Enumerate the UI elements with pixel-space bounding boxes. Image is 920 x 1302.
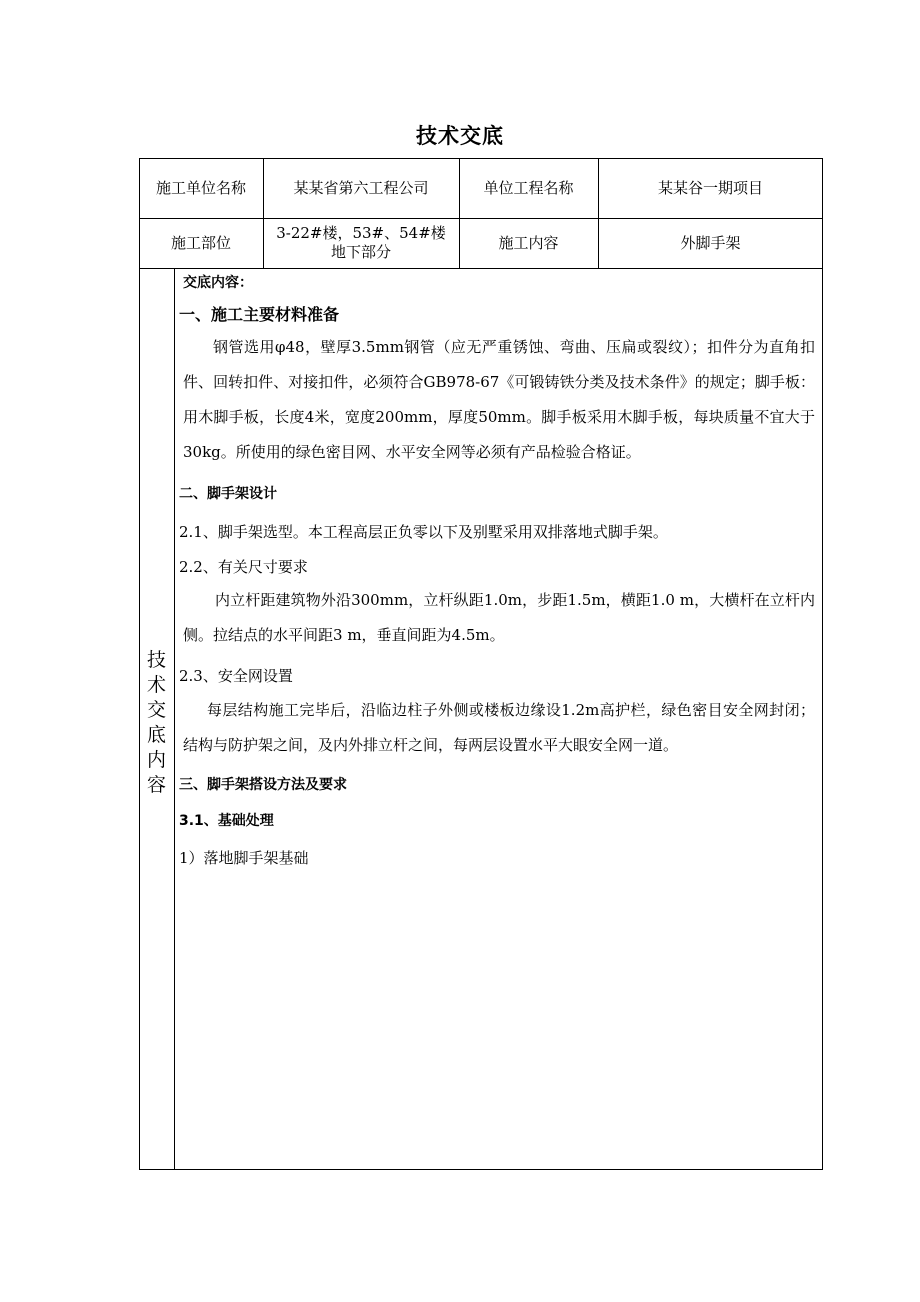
section-1-title: 一、施工主要材料准备 <box>179 305 340 324</box>
work-content-value: 外脚手架 <box>680 233 741 252</box>
section-1-body: 钢管选用φ48，壁厚3.5mm钢管（应无严重锈蚀、弯曲、压扁或裂纹）；扣件分为直角扣件、回转扣件、对接扣件，必须符合GB978-67《可锻铸铁分类及技术条件》的规定；脚手板：用木脚手板，长度4米，宽度200mm，厚度50mm。脚手板采用木脚手板，每块质量不宜大于30kg。所使用的绿色密目网、水平安全网等必须有产品检验合格证。 <box>183 338 815 461</box>
column-divider <box>174 268 175 1170</box>
side-label-char: 底 <box>146 724 166 746</box>
project-name-label: 单位工程名称 <box>483 178 574 197</box>
side-label-char: 交 <box>146 699 166 721</box>
project-name-value: 某某谷一期项目 <box>657 178 763 197</box>
section-3-1: 3.1、基础处理 <box>179 813 274 829</box>
section-2-2-body: 内立杆距建筑物外沿300mm，立杆纵距1.0m，步距1.5m，横距1.0 m，大横杆在立杆内侧。拉结点的水平间距3 m，垂直间距为4.5m。 <box>183 591 815 644</box>
section-3-title: 三、脚手架搭设方法及要求 <box>179 777 347 793</box>
side-label-char: 容 <box>146 774 166 796</box>
side-label-char: 术 <box>146 674 166 696</box>
side-label-char: 技 <box>146 649 166 671</box>
section-2-1: 2.1、脚手架选型。本工程高层正负零以下及别墅采用双排落地式脚手架。 <box>179 523 668 541</box>
row-divider <box>139 268 823 269</box>
document-title: 技术交底 <box>416 124 504 148</box>
location-value: 3-22#楼，53#、54#楼地下部分 <box>276 224 446 261</box>
unit-name-value: 某某省第六工程公司 <box>293 178 429 197</box>
content-heading: 交底内容： <box>183 275 253 291</box>
section-2-title: 二、脚手架设计 <box>179 486 277 502</box>
section-3-1-item: 1）落地脚手架基础 <box>179 849 309 867</box>
section-2-3-body: 每层结构施工完毕后，沿临边柱子外侧或楼板边缘设1.2m高护栏，绿色密目安全网封闭；结构与防护架之间，及内外排立杆之间，每两层设置水平大眼安全网一道。 <box>183 701 815 754</box>
location-label: 施工部位 <box>170 233 231 252</box>
work-content-label: 施工内容 <box>498 233 559 252</box>
section-2-2: 2.2、有关尺寸要求 <box>179 558 308 576</box>
section-2-3: 2.3、安全网设置 <box>179 667 293 685</box>
unit-name-label: 施工单位名称 <box>155 178 246 197</box>
side-label <box>139 648 174 798</box>
side-label-char: 内 <box>146 749 166 771</box>
